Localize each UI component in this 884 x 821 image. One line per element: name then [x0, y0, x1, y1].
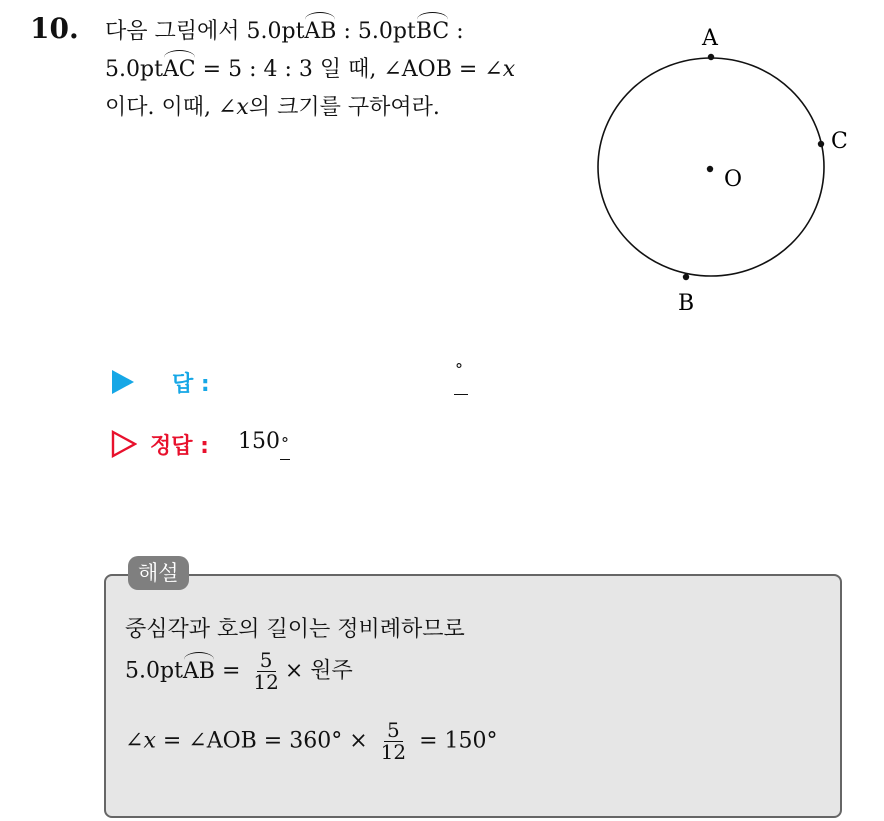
solution-line-2 [125, 650, 353, 693]
solution-tag: 해설 [128, 556, 189, 590]
solution-text: = 150° [412, 728, 498, 754]
correct-answer-label: 정답 : [150, 434, 209, 459]
point-c [818, 141, 824, 147]
solution-line-3 [125, 720, 498, 763]
point-o [707, 166, 713, 172]
solution-line-1: 중심각과 호의 길이는 정비례하므로 [125, 617, 465, 642]
arc-prefix: 5.0pt [357, 19, 416, 44]
answer-marker-icon [112, 370, 134, 394]
ratio-separator: : [449, 19, 464, 44]
fraction [378, 720, 409, 763]
correct-marker-icon [111, 430, 137, 458]
fraction-denominator: 12 [253, 670, 279, 694]
question-text: 의 크기를 구하여라. [248, 95, 440, 120]
correct-answer-value: 150 [238, 429, 280, 454]
question-number: 10. [30, 12, 79, 45]
equals-sign: = [214, 658, 248, 684]
arc-prefix: 5.0pt [105, 57, 163, 82]
answer-blank[interactable] [454, 362, 468, 395]
label-b: B [678, 291, 695, 316]
arc-bc: BC [415, 19, 450, 44]
question-line-3 [105, 90, 440, 121]
label-c: C [831, 129, 848, 154]
arc-ac: AC [162, 57, 196, 82]
fraction-numerator: 5 [257, 650, 276, 672]
solution-text: × 원주 [284, 658, 353, 684]
question-text: 이다. 이때, ∠ [105, 95, 237, 120]
correct-answer-unit: ° [280, 429, 290, 460]
variable-x: x [143, 728, 156, 754]
question-line-1 [105, 14, 464, 45]
arc-ab: AB [182, 658, 215, 684]
question-text: = 5 : 4 : 3 일 때, ∠AOB = ∠ [195, 57, 503, 82]
variable-x: x [502, 57, 516, 82]
label-a: A [702, 26, 718, 51]
circle-figure [580, 20, 860, 320]
degree-unit: ° [455, 360, 463, 379]
question-text: 다음 그림에서 [105, 19, 247, 44]
correct-answer [238, 429, 290, 460]
solution-text: ∠ [125, 728, 144, 754]
arc-prefix: 5.0pt [125, 658, 183, 684]
arc-ab: AB [304, 19, 337, 44]
answer-label: 답 : [172, 372, 210, 397]
variable-x: x [236, 95, 249, 120]
fraction-numerator: 5 [384, 720, 403, 742]
point-a [708, 54, 714, 60]
label-o: O [724, 167, 743, 192]
fraction-denominator: 12 [380, 740, 407, 764]
point-b [683, 274, 689, 280]
ratio-separator: : [336, 19, 358, 44]
fraction [250, 650, 281, 693]
arc-prefix: 5.0pt [246, 19, 305, 44]
solution-text: = ∠AOB = 360° × [155, 728, 375, 754]
solution-box [104, 574, 842, 818]
question-line-2 [105, 52, 515, 83]
